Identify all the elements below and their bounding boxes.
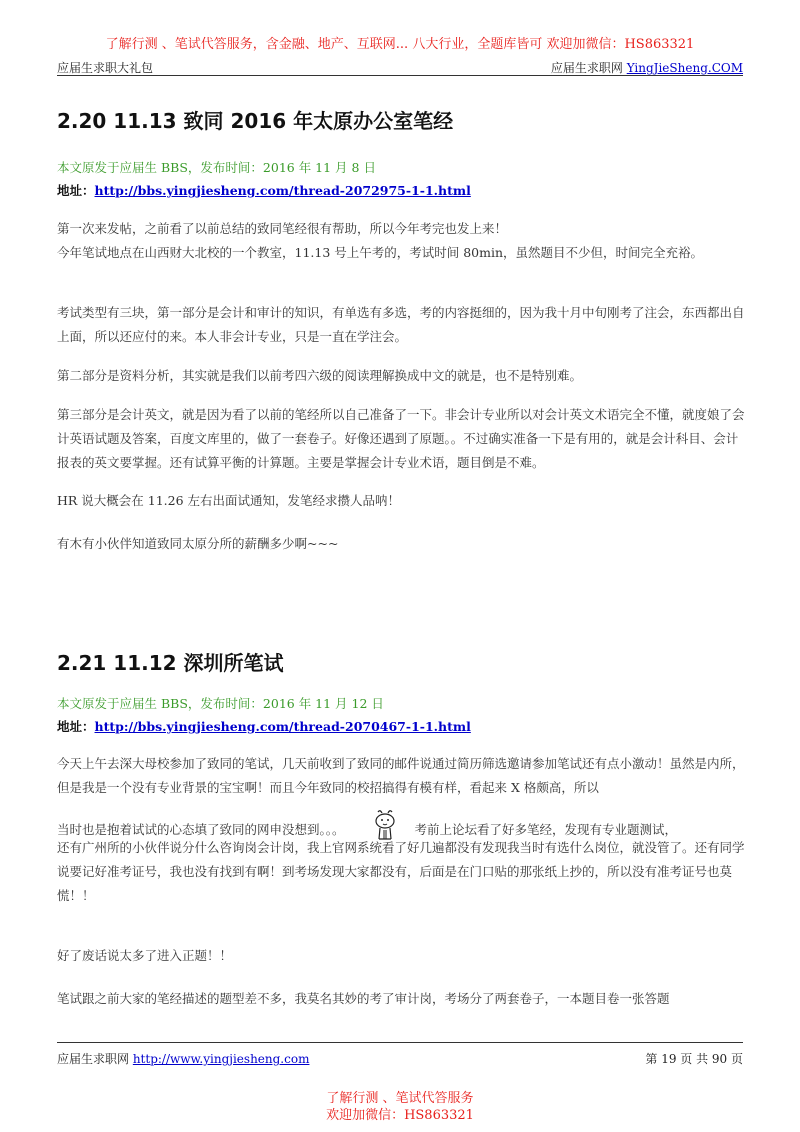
header-right-prefix: 应届生求职网 bbox=[550, 61, 627, 75]
header-site-link[interactable]: YingJieSheng.COM bbox=[626, 61, 743, 75]
section1-paragraph: 今年笔试地点在山西财大北校的一个教室，11.13 号上午考的，考试时间 80min，虽然题目不少但，时间完全充裕。 bbox=[57, 245, 704, 260]
footer-left-prefix: 应届生求职网 bbox=[57, 1052, 133, 1066]
page-number: 第 19 页 共 90 页 bbox=[645, 1052, 743, 1066]
section2-address-link[interactable]: http://bbs.yingjiesheng.com/thread-2070467-1-1.html bbox=[94, 719, 471, 734]
header-left: 应届生求职大礼包 bbox=[57, 61, 154, 75]
section1-paragraph: 第二部分是资料分析，其实就是我们以前考四六级的阅读理解换成中文的就是，也不是特别难。 bbox=[57, 368, 583, 383]
section2-source: 本文原发于应届生 BBS，发布时间：2016 年 11 月 12 日 bbox=[57, 696, 384, 711]
section2-address-label: 地址： bbox=[57, 719, 95, 734]
section2-address bbox=[57, 717, 471, 735]
section2-paragraph-part: 当时也是抱着试试的心态填了致同的网申没想到。。。 bbox=[57, 822, 345, 837]
section2-paragraph: 好了废话说太多了进入正题！！ bbox=[57, 948, 233, 963]
section1-address bbox=[57, 181, 471, 199]
bottom-banner-line1: 了解行测 、笔试代答服务 bbox=[326, 1091, 474, 1106]
section1-title: 2.20 11.13 致同 2016 年太原办公室笔经 bbox=[57, 109, 454, 133]
top-banner: 了解行测 、笔试代答服务，含金融、地产、互联网... 八大行业，全题库皆可 欢迎加微信：HS863321 bbox=[105, 37, 695, 52]
section1-paragraph: 有木有小伙伴知道致同太原分所的薪酬多少啊~~~ bbox=[57, 536, 339, 551]
footer-left bbox=[57, 1050, 309, 1067]
section1-address-label: 地址： bbox=[57, 183, 95, 198]
header-divider bbox=[57, 75, 743, 76]
section1-paragraph: HR 说大概会在 11.26 左右出面试通知，发笔经求攒人品呐！ bbox=[57, 493, 401, 508]
section2-paragraph-part: 考前上论坛看了好多笔经，发现有专业题测试， bbox=[414, 822, 678, 837]
section2-paragraph: 今天上午去深大母校参加了致同的笔试，几天前收到了致同的邮件说通过简历筛选邀请参加笔试还有点小激动！虽然是内所，但是我是一个没有专业背景的宝宝啊！而且今年致同的校招搞得有模有样，看起来 X 格颇高，所以 bbox=[57, 756, 745, 795]
section2-paragraph: 笔试跟之前大家的笔经描述的题型差不多，我莫名其妙的考了审计岗，考场分了两套卷子，一本题目卷一张答题 bbox=[57, 991, 670, 1006]
section2-title: 2.21 11.12 深圳所笔试 bbox=[57, 651, 284, 675]
section1-address-link[interactable]: http://bbs.yingjiesheng.com/thread-2072975-1-1.html bbox=[94, 183, 471, 198]
section1-paragraph: 第三部分是会计英文，就是因为看了以前的笔经所以自己准备了一下。非会计专业所以对会计英文术语完全不懂，就度娘了会计英语试题及答案，百度文库里的，做了一套卷子。好像还遇到了原题。。不过确实准备一下是有用的，就是会计科目、会计报表的英文要掌握。还有试算平衡的计算题。主要是掌握会计专业术语，题目倒是不难。 bbox=[57, 407, 745, 470]
bottom-banner-line2: 欢迎加微信：HS863321 bbox=[326, 1108, 474, 1123]
section1-paragraph: 考试类型有三块，第一部分是会计和审计的知识，有单选有多选，考的内容挺细的，因为我十月中旬刚考了注会，东西都出自上面，所以还应付的来。本人非会计专业，只是一直在学注会。 bbox=[57, 305, 745, 344]
footer-site-link[interactable]: http://www.yingjiesheng.com bbox=[132, 1052, 310, 1066]
section1-source: 本文原发于应届生 BBS，发布时间：2016 年 11 月 8 日 bbox=[57, 160, 376, 175]
footer-divider bbox=[57, 1042, 743, 1043]
header-right bbox=[551, 59, 743, 76]
section1-paragraph: 第一次来发帖，之前看了以前总结的致同笔经很有帮助，所以今年考完也发上来！ bbox=[57, 221, 508, 236]
section2-paragraph: 还有广州所的小伙伴说分什么咨询岗会计岗，我上官网系统看了好几遍都没有发现我当时有选什么岗位，就没管了。还有同学说要记好准考证号，我也没有找到有啊！到考场发现大家都没有，后面是在门口贴的那张纸上抄的，所以没有准考证号也莫慌！！ bbox=[57, 840, 745, 903]
